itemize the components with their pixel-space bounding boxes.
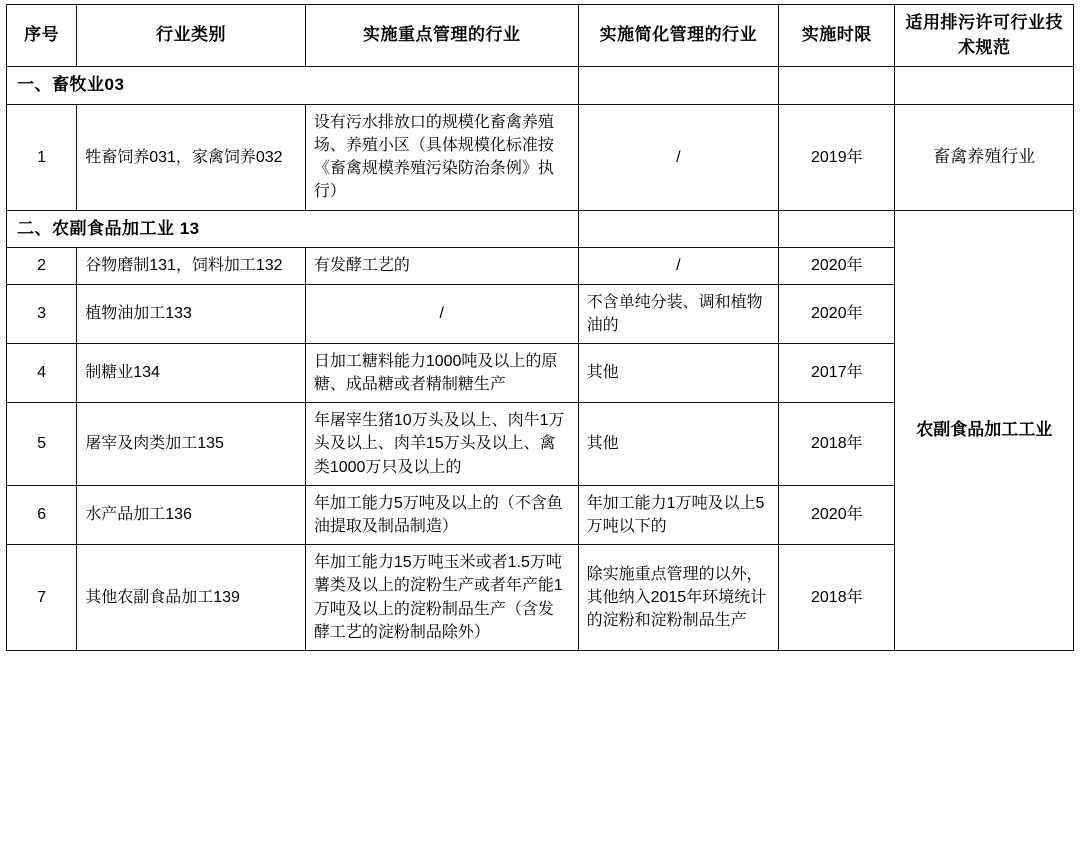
cell-serial-number: 6 [7, 485, 77, 544]
cell-serial-number: 3 [7, 284, 77, 343]
section-row-agro-food [7, 210, 1074, 248]
cell-deadline: 2020年 [779, 284, 895, 343]
cell-simplified-management: / [578, 248, 779, 284]
section-row-livestock [7, 67, 1074, 105]
cell-key-management: 年屠宰生猪10万头及以上、肉牛1万头及以上、肉羊15万头及以上、禽类1000万只及以上的 [305, 403, 578, 486]
cell-deadline: 2019年 [779, 104, 895, 210]
pollutant-permit-table [6, 4, 1074, 651]
cell-key-management: / [305, 284, 578, 343]
cell-key-management: 年加工能力15万吨玉米或者1.5万吨薯类及以上的淀粉生产或者年产能1万吨及以上的淀粉制品生产（含发酵工艺的淀粉制品除外） [305, 545, 578, 651]
cell-serial-number: 7 [7, 545, 77, 651]
header-industry-category: 行业类别 [77, 5, 306, 67]
header-technical-spec: 适用排污许可行业技术规范 [895, 5, 1074, 67]
header-deadline: 实施时限 [779, 5, 895, 67]
cell-technical-spec-agro-food: 农副食品加工工业 [895, 210, 1074, 650]
section-blank-cell [779, 67, 895, 105]
section-title-livestock: 一、畜牧业03 [7, 67, 579, 105]
cell-key-management: 日加工糖料能力1000吨及以上的原糖、成品糖或者精制糖生产 [305, 343, 578, 402]
header-key-management: 实施重点管理的行业 [305, 5, 578, 67]
header-simplified-management: 实施简化管理的行业 [578, 5, 779, 67]
cell-simplified-management: / [578, 104, 779, 210]
cell-deadline: 2020年 [779, 248, 895, 284]
cell-simplified-management: 其他 [578, 403, 779, 486]
cell-industry-category: 水产品加工136 [77, 485, 306, 544]
section-blank-cell [578, 210, 779, 248]
cell-industry-category: 制糖业134 [77, 343, 306, 402]
cell-deadline: 2018年 [779, 403, 895, 486]
cell-industry-category: 谷物磨制131，饲料加工132 [77, 248, 306, 284]
section-blank-cell [578, 67, 779, 105]
cell-simplified-management: 不含单纯分装、调和植物油的 [578, 284, 779, 343]
cell-key-management: 年加工能力5万吨及以上的（不含鱼油提取及制品制造） [305, 485, 578, 544]
cell-industry-category: 屠宰及肉类加工135 [77, 403, 306, 486]
cell-industry-category: 牲畜饲养031，家禽饲养032 [77, 104, 306, 210]
table-body [7, 67, 1074, 651]
cell-serial-number: 5 [7, 403, 77, 486]
section-blank-cell [779, 210, 895, 248]
cell-industry-category: 植物油加工133 [77, 284, 306, 343]
cell-key-management: 设有污水排放口的规模化畜禽养殖场、养殖小区（具体规模化标准按《畜禽规模养殖污染防治条例》执行） [305, 104, 578, 210]
cell-serial-number: 4 [7, 343, 77, 402]
cell-deadline: 2018年 [779, 545, 895, 651]
cell-simplified-management: 年加工能力1万吨及以上5万吨以下的 [578, 485, 779, 544]
cell-key-management: 有发酵工艺的 [305, 248, 578, 284]
cell-serial-number: 2 [7, 248, 77, 284]
table-header-row [7, 5, 1074, 67]
header-serial-number: 序号 [7, 5, 77, 67]
cell-industry-category: 其他农副食品加工139 [77, 545, 306, 651]
cell-technical-spec: 畜禽养殖行业 [895, 104, 1074, 210]
section-title-agro-food: 二、农副食品加工业 13 [7, 210, 579, 248]
section-blank-cell [895, 67, 1074, 105]
cell-simplified-management: 其他 [578, 343, 779, 402]
table-header [7, 5, 1074, 67]
table-row [7, 104, 1074, 210]
cell-simplified-management: 除实施重点管理的以外，其他纳入2015年环境统计的淀粉和淀粉制品生产 [578, 545, 779, 651]
cell-serial-number: 1 [7, 104, 77, 210]
cell-deadline: 2020年 [779, 485, 895, 544]
cell-deadline: 2017年 [779, 343, 895, 402]
